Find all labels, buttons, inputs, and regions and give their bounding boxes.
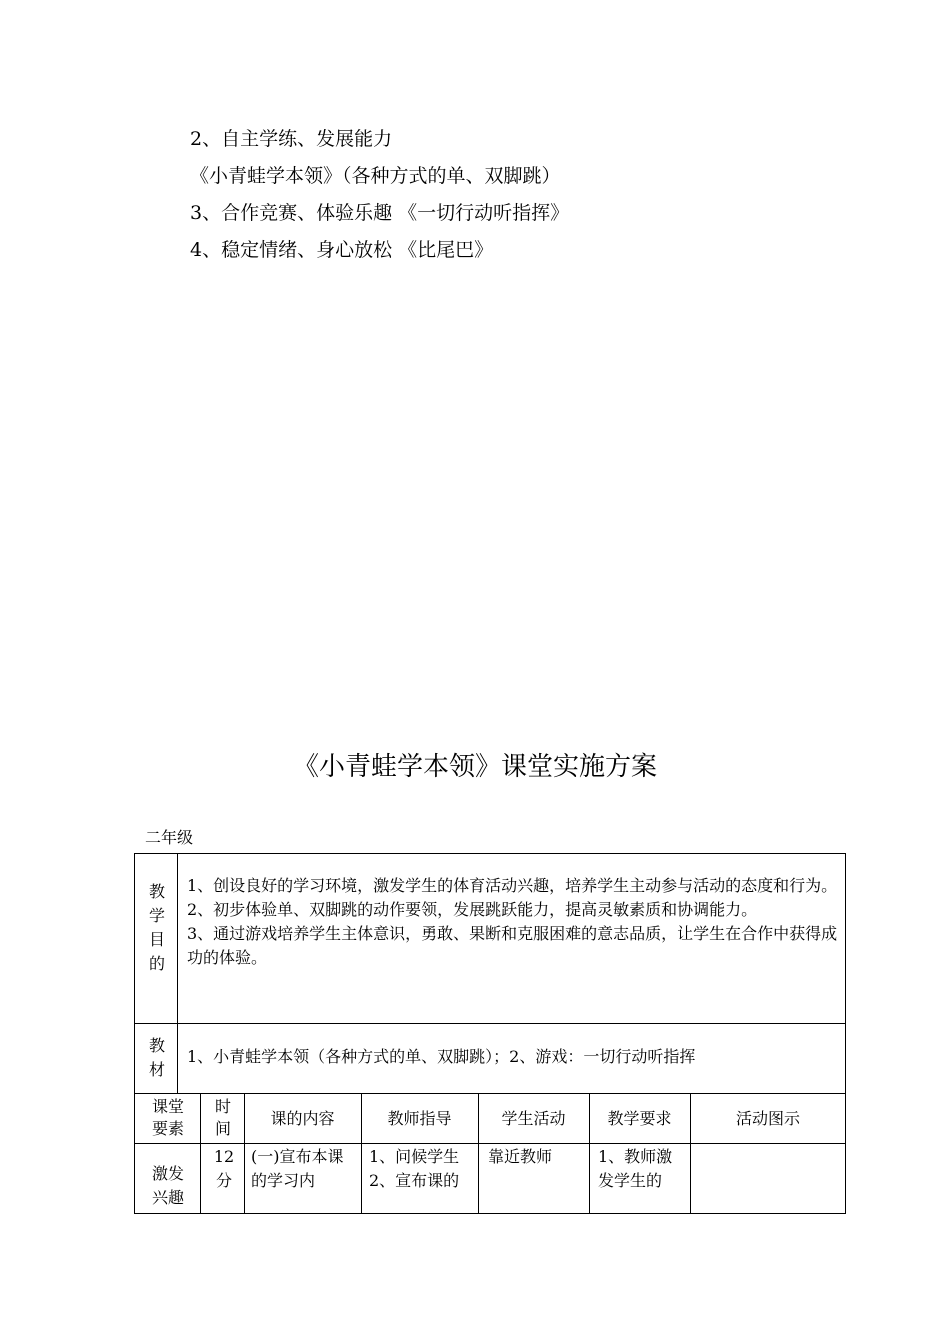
- header-student-activity: 学生活动: [501, 1109, 566, 1128]
- header-content: 课的内容: [270, 1109, 335, 1128]
- intro-line-4: 4、稳定情绪、身心放松 《比尾巴》: [190, 239, 494, 261]
- intro-line-1: 2、自主学练、发展能力: [190, 128, 393, 150]
- page-title: 《小青蛙学本领》课堂实施方案: [292, 752, 657, 782]
- objective-item: 3、通过游戏培养学生主体意识，勇敢、果断和克服困难的意志品质，让学生在合作中获得成功的体验。: [187, 924, 838, 967]
- row-student-activity: 靠近教师: [488, 1147, 553, 1166]
- intro-line-3: 3、合作竞赛、体验乐趣 《一切行动听指挥》: [190, 202, 570, 224]
- row-element: 激发兴趣: [151, 1164, 184, 1207]
- objective-item: 2、初步体验单、双脚跳的动作要领，发展跳跃能力，提高灵敏素质和协调能力。: [187, 900, 758, 919]
- row-time: 12分: [213, 1147, 235, 1190]
- objectives-text: [187, 874, 839, 970]
- materials-text: 1、小青蛙学本领（各种方式的单、双脚跳）；2、游戏：一切行动听指挥: [187, 1047, 696, 1066]
- row-content: (一)宣布本课的学习内: [251, 1147, 344, 1190]
- header-requirements: 教学要求: [607, 1109, 672, 1128]
- intro-line-2: 《小青蛙学本领》（各种方式的单、双脚跳）: [190, 165, 561, 187]
- row-teacher-guidance: 1、问候学生 2、宣布课的: [369, 1147, 460, 1190]
- header-elements: 课堂要素: [151, 1097, 184, 1138]
- objectives-label: 教学目的: [148, 882, 165, 973]
- header-time: 时间: [214, 1097, 231, 1138]
- objective-item: 1、创设良好的学习环境，激发学生的体育活动兴趣，培养学生主动参与活动的态度和行为。: [187, 876, 838, 895]
- grade-label: 二年级: [145, 828, 194, 847]
- materials-label: 教材: [148, 1036, 165, 1079]
- header-diagram: 活动图示: [735, 1109, 800, 1128]
- row-requirements: 1、教师激发学生的: [598, 1147, 673, 1190]
- header-teacher-guidance: 教师指导: [387, 1109, 452, 1128]
